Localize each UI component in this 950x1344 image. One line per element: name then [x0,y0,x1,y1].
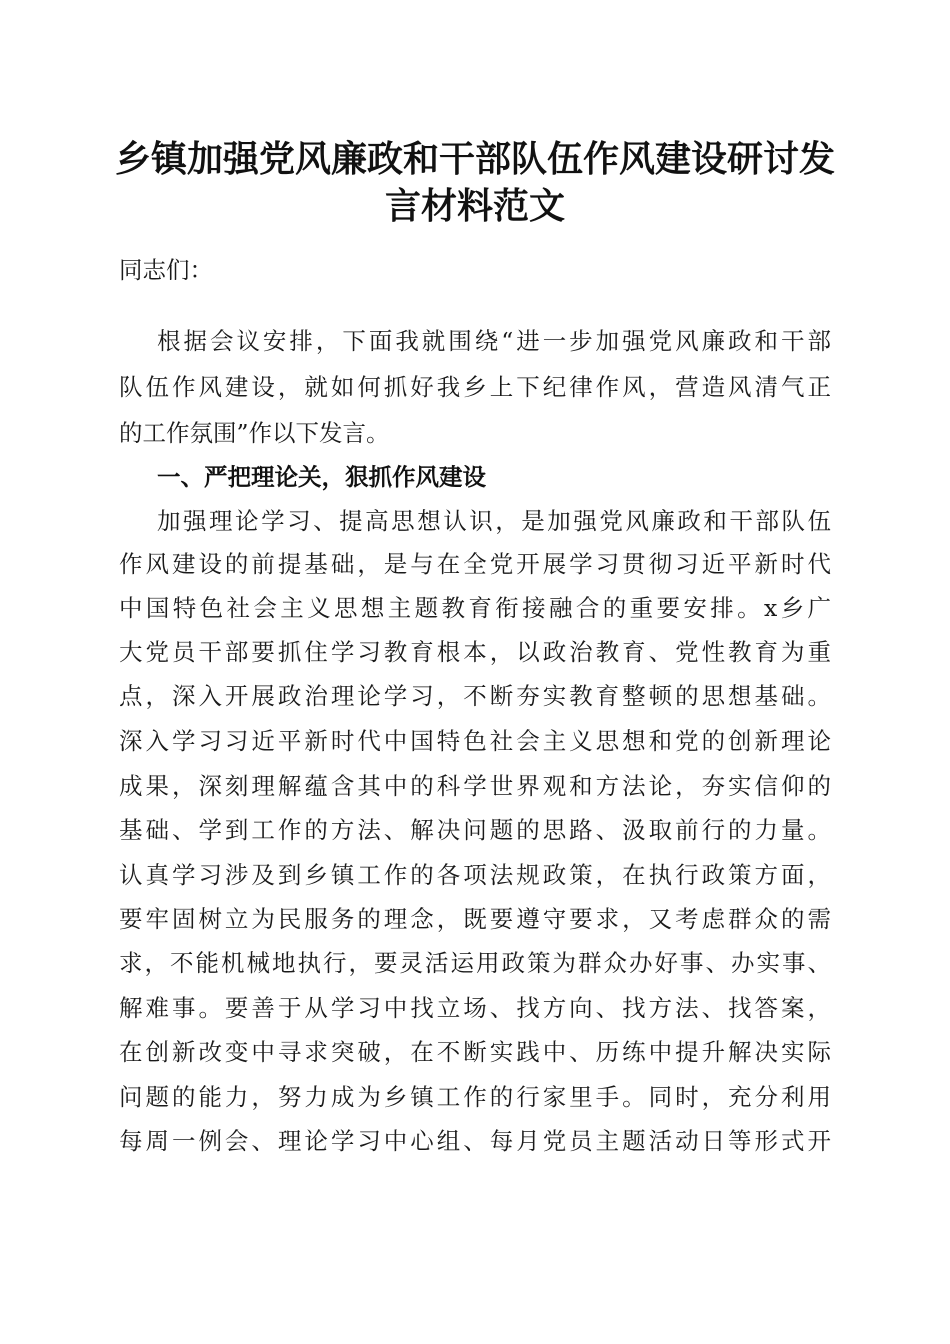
salutation: 同志们： [119,256,213,284]
body-line-10: 要牢固树立为民服务的理念，既要遵守要求，又考虑群众的需 [119,905,831,933]
intro-line-1: 根据会议安排，下面我就围绕“进一步加强党风廉政和干部 [157,327,831,355]
body-line-14: 问题的能力，努力成为乡镇工作的行家里手。同时，充分利用 [119,1083,831,1111]
intro-line-3: 的工作氛围”作以下发言。 [119,419,390,447]
intro-line-2: 队伍作风建设，就如何抓好我乡上下纪律作风，营造风清气正 [119,373,831,401]
body-line-15: 每周一例会、理论学习中心组、每月党员主题活动日等形式开 [119,1127,831,1155]
body-line-12: 解难事。要善于从学习中找立场、找方向、找方法、找答案， [119,994,831,1022]
body-line-13: 在创新改变中寻求突破，在不断实践中、历练中提升解决实际 [119,1038,831,1066]
body-line-2: 作风建设的前提基础，是与在全党开展学习贯彻习近平新时代 [119,550,831,578]
body-line-11: 求，不能机械地执行，要灵活运用政策为群众办好事、办实事、 [119,949,831,977]
body-line-5: 点，深入开展政治理论学习，不断夯实教育整顿的思想基础。 [119,682,831,710]
body-line-9: 认真学习涉及到乡镇工作的各项法规政策，在执行政策方面， [119,861,831,889]
body-line-3: 中国特色社会主义思想主题教育衔接融合的重要安排。x乡广 [119,594,831,622]
body-line-4: 大党员干部要抓住学习教育根本，以政治教育、党性教育为重 [119,638,831,666]
body-line-7: 成果，深刻理解蕴含其中的科学世界观和方法论，夯实信仰的 [119,772,831,800]
document-title-line-2: 言材料范文 [384,185,565,227]
section-heading-1: 一、严把理论关，狠抓作风建设 [157,463,486,491]
body-line-1: 加强理论学习、提高思想认识，是加强党风廉政和干部队伍 [157,507,831,535]
body-line-6: 深入学习习近平新时代中国特色社会主义思想和党的创新理论 [119,727,831,755]
document-title-line-1: 乡镇加强党风廉政和干部队伍作风建设研讨发 [114,138,835,180]
body-line-8: 基础、学到工作的方法、解决问题的思路、汲取前行的力量。 [119,816,831,844]
